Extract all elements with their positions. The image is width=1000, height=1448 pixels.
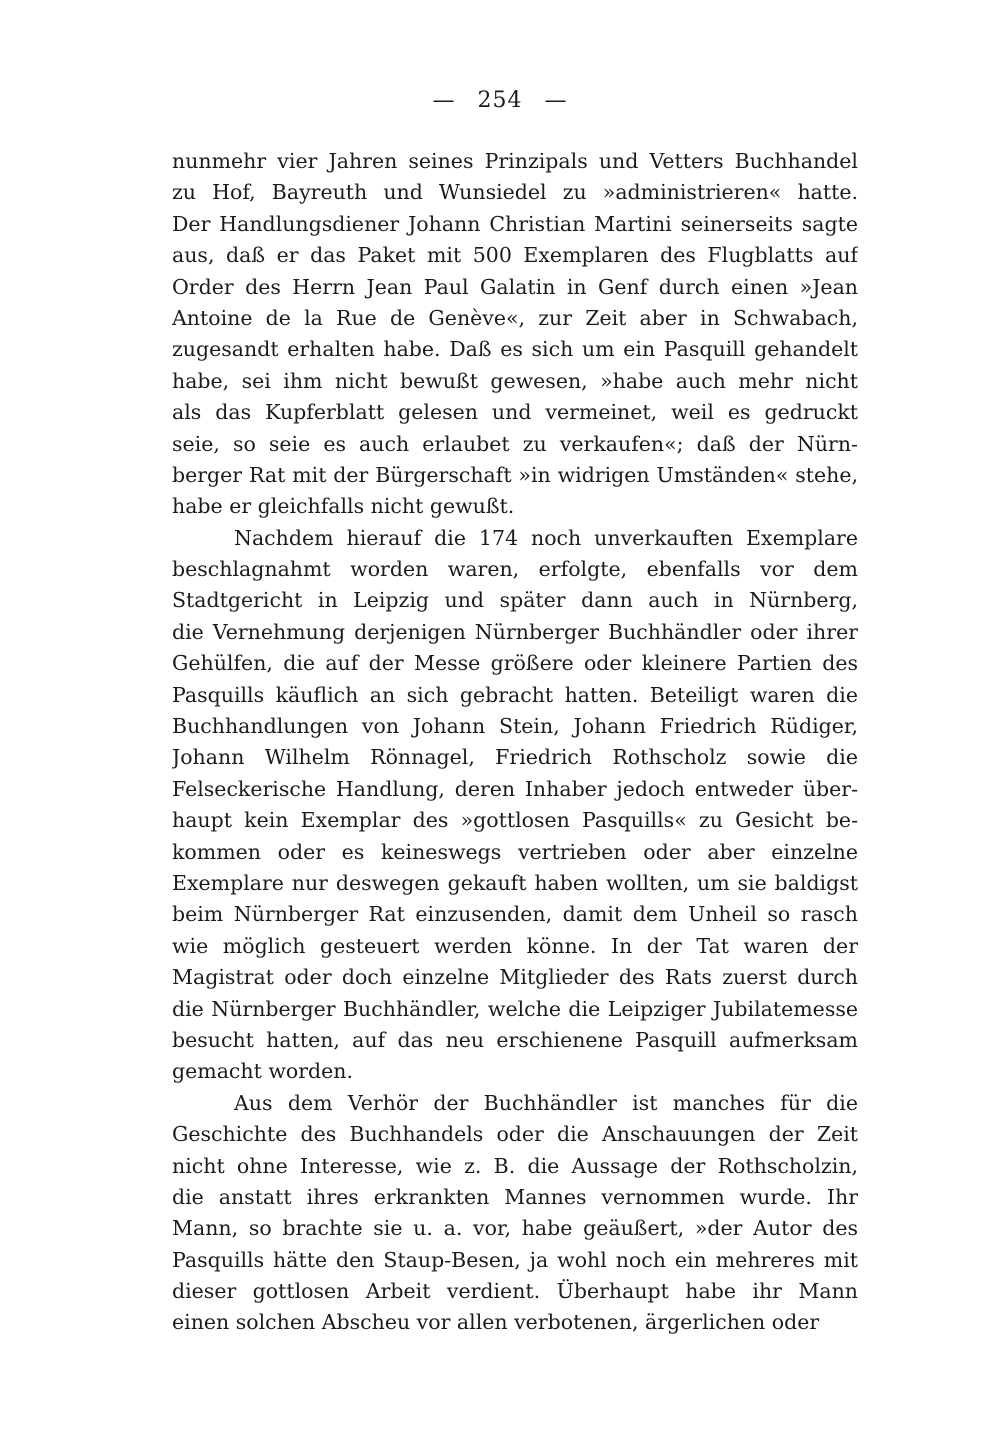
text-line: Felseckerische Handlung, deren Inhaber jedoch entweder über- — [172, 776, 858, 801]
text-line: seie, so seie es auch erlaubet zu verkaufen«; daß der Nürn- — [172, 431, 858, 456]
text-line: habe er gleichfalls nicht gewußt. — [172, 494, 515, 519]
text-line: aus, daß er das Paket mit 500 Exemplaren des Flugblatts auf — [172, 243, 858, 268]
text-line: besucht hatten, auf das neu erschienene Pasquill aufmerksam — [172, 1027, 858, 1052]
body-text — [172, 146, 858, 1339]
page-number-dash-left: — — [432, 88, 456, 113]
text-line: wie möglich gesteuert werden könne. In der Tat waren der — [172, 933, 858, 958]
text-line: berger Rat mit der Bürgerschaft »in widrigen Umständen« stehe, — [172, 462, 858, 487]
text-line: Geschichte des Buchhandels oder die Anschauungen der Zeit — [172, 1122, 858, 1147]
text-line: nunmehr vier Jahren seines Prinzipals und Vetters Buchhandel — [172, 149, 858, 173]
text-line: einen solchen Abscheu vor allen verbotenen, ärgerlichen oder — [172, 1310, 820, 1335]
text-line: die Vernehmung derjenigen Nürnberger Buchhändler oder ihrer — [172, 619, 858, 644]
text-line: zu Hof, Bayreuth und Wunsiedel zu »administrieren« hatte. — [172, 180, 858, 205]
text-line: Aus dem Verhör der Buchhändler ist manches für die — [234, 1090, 858, 1115]
text-line: Antoine de la Rue de Genève«, zur Zeit aber in Schwabach, — [172, 305, 858, 330]
paragraph — [172, 523, 858, 1088]
text-line: Magistrat oder doch einzelne Mitglieder des Rats zuerst durch — [172, 965, 858, 990]
page-number-dash-right: — — [544, 88, 568, 113]
text-line: Der Handlungsdiener Johann Christian Martini seinerseits sagte — [172, 211, 858, 236]
text-line: Exemplare nur deswegen gekauft haben wollten, um sie baldigst — [172, 870, 858, 895]
paragraph — [172, 1088, 858, 1339]
text-line: gemacht worden. — [172, 1059, 354, 1084]
page-number: 254 — [477, 88, 523, 113]
text-line: Gehülfen, die auf der Messe größere oder kleinere Partien des — [172, 651, 858, 676]
text-line: die Nürnberger Buchhändler, welche die Leipziger Jubilatemesse — [172, 996, 858, 1021]
text-line: Nachdem hierauf die 174 noch unverkauften Exemplare — [234, 525, 858, 550]
text-line: die anstatt ihres erkrankten Mannes vernommen wurde. Ihr — [172, 1184, 858, 1209]
text-line: Pasquills käuflich an sich gebracht hatten. Beteiligt waren die — [172, 682, 858, 707]
text-line: Johann Wilhelm Rönnagel, Friedrich Rothscholz sowie die — [172, 745, 858, 770]
text-line: haupt kein Exemplar des »gottlosen Pasquills« zu Gesicht be- — [172, 808, 858, 833]
text-line: kommen oder es keineswegs vertrieben oder aber einzelne — [172, 839, 858, 864]
text-line: habe, sei ihm nicht bewußt gewesen, »habe auch mehr nicht — [172, 368, 858, 393]
text-line: beschlagnahmt worden waren, erfolgte, ebenfalls vor dem — [172, 557, 858, 582]
text-line: Stadtgericht in Leipzig und später dann auch in Nürnberg, — [172, 588, 858, 613]
text-line: zugesandt erhalten habe. Daß es sich um ein Pasquill gehandelt — [172, 337, 858, 362]
paragraph — [172, 146, 858, 523]
text-line: nicht ohne Interesse, wie z. B. die Aussage der Rothscholzin, — [172, 1153, 858, 1178]
text-line: beim Nürnberger Rat einzusenden, damit dem Unheil so rasch — [172, 902, 858, 927]
page-number-header — [0, 88, 1000, 113]
text-line: Order des Herrn Jean Paul Galatin in Genf durch einen »Jean — [172, 274, 858, 299]
text-line: als das Kupferblatt gelesen und vermeinet, weil es gedruckt — [172, 400, 858, 425]
text-line: Mann, so brachte sie u. a. vor, habe geäußert, »der Autor des — [172, 1216, 858, 1241]
text-line: Pasquills hätte den Staup-Besen, ja wohl noch ein mehreres mit — [172, 1247, 858, 1272]
text-line: Buchhandlungen von Johann Stein, Johann Friedrich Rüdiger, — [172, 714, 858, 739]
text-line: dieser gottlosen Arbeit verdient. Überhaupt habe ihr Mann — [172, 1279, 858, 1304]
